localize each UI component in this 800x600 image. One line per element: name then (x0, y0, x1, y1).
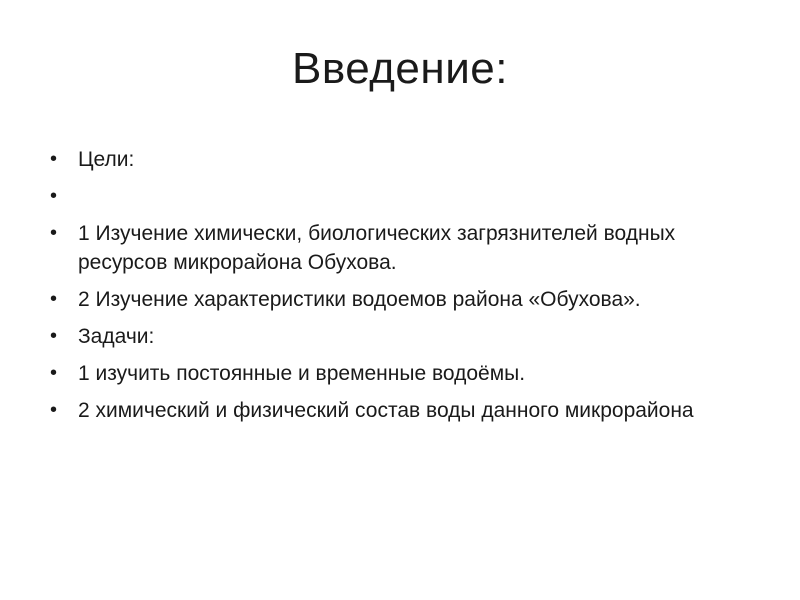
bullet-list (50, 145, 750, 433)
bullet-item-task-1 (50, 359, 750, 388)
bullet-icon: • (50, 185, 58, 207)
bullet-icon: • (50, 362, 58, 384)
bullet-icon: • (50, 222, 58, 244)
bullet-icon: • (50, 399, 58, 421)
bullet-text: 2 Изучение характеристики водоемов района «Обухова». (78, 288, 641, 311)
bullet-text: Задачи: (78, 325, 155, 348)
bullet-icon: • (50, 148, 58, 170)
bullet-text: 1 изучить постоянные и временные водоёмы. (78, 362, 526, 385)
bullet-icon: • (50, 288, 58, 310)
bullet-item-goal-1 (50, 219, 750, 277)
bullet-text: 1 Изучение химически, биологических загрязнителей водных ресурсов микрорайона Обухова. (78, 222, 676, 274)
bullet-item-task-2 (50, 396, 750, 425)
bullet-text: Цели: (78, 148, 135, 171)
bullet-icon: • (50, 325, 58, 347)
bullet-item-tasks-heading (50, 322, 750, 351)
bullet-item-goals-heading (50, 145, 750, 174)
slide-title: Введение: (292, 44, 508, 93)
bullet-item-empty (50, 182, 750, 211)
bullet-item-goal-2 (50, 285, 750, 314)
bullet-text: 2 химический и физический состав воды данного микрорайона (78, 399, 694, 422)
